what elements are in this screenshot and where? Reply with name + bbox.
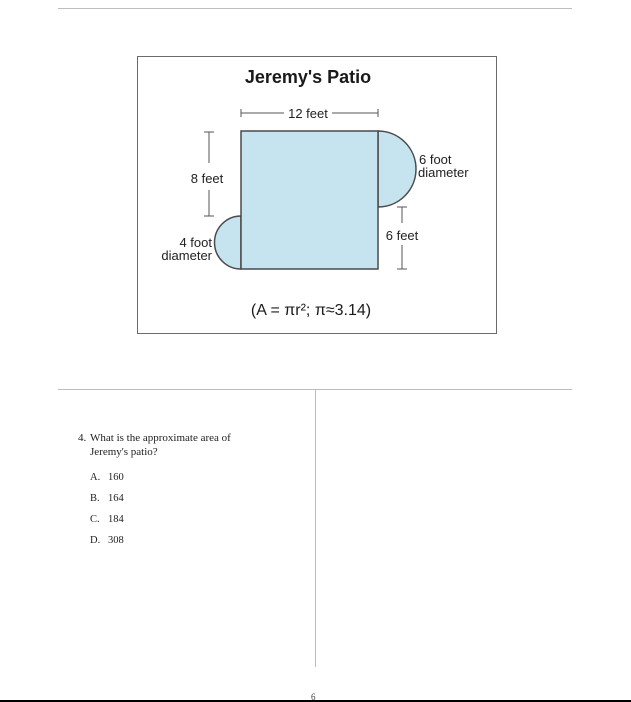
choice-value: 184	[108, 514, 124, 525]
choice-a[interactable]	[90, 472, 124, 483]
right-semicircle	[378, 131, 416, 207]
top-dimension-label: 12 feet	[288, 106, 328, 121]
choice-letter: B.	[90, 493, 100, 504]
left-dimension-label: 8 feet	[190, 171, 224, 186]
question-text: What is the approximate area of Jeremy's patio?	[90, 432, 231, 458]
column-divider	[315, 389, 316, 667]
area-formula: (A = πr²; π≈3.14)	[250, 302, 372, 319]
patio-diagram	[138, 57, 496, 333]
choice-d[interactable]	[90, 535, 124, 546]
patio-rectangle	[241, 131, 378, 269]
choice-letter: D.	[90, 535, 101, 546]
choice-value: 160	[108, 472, 124, 483]
left-semicircle-label-line1: 4 foot	[179, 235, 212, 250]
choice-c[interactable]	[90, 514, 124, 525]
choice-letter: C.	[90, 514, 100, 525]
choice-value: 164	[108, 493, 124, 504]
choice-value: 308	[108, 535, 124, 546]
page-number: 6	[311, 692, 316, 702]
left-semicircle-label-line2: diameter	[161, 248, 212, 263]
figure-title: Jeremy's Patio	[244, 67, 372, 87]
right-dimension-label: 6 feet	[385, 228, 419, 243]
choice-letter: A.	[90, 472, 101, 483]
left-semicircle	[215, 216, 242, 269]
top-divider	[58, 8, 572, 9]
patio-figure	[137, 56, 497, 334]
question-number: 4.	[78, 432, 87, 444]
right-semicircle-label-line1: 6 foot	[419, 152, 452, 167]
choice-b[interactable]	[90, 493, 124, 504]
right-semicircle-label-line2: diameter	[418, 165, 469, 180]
